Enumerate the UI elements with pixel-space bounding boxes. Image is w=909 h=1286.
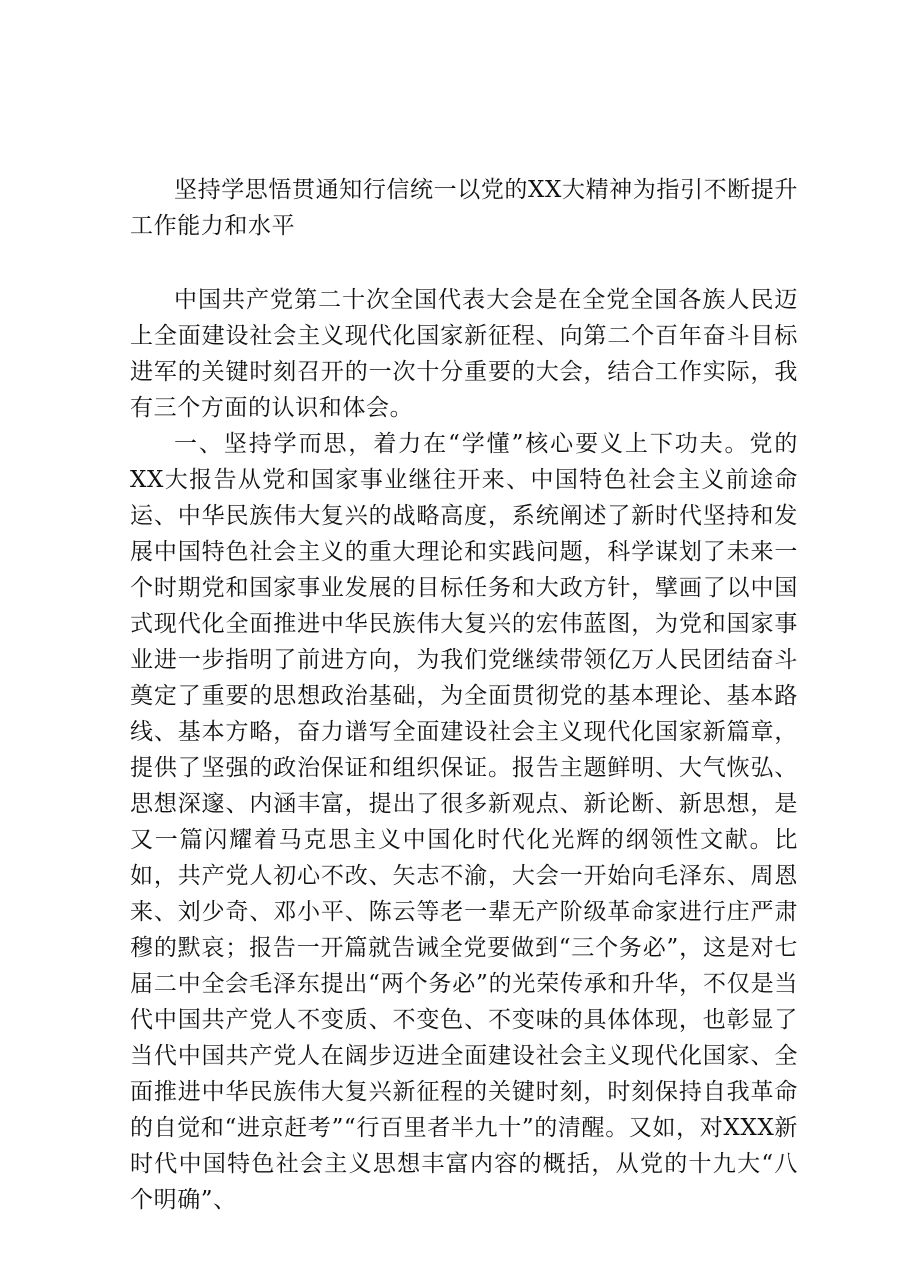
document-title: 坚持学思悟贯通知行信统一以党的XX大精神为指引不断提升工作能力和水平 bbox=[130, 177, 798, 239]
document-body bbox=[130, 172, 798, 1218]
section-one-paragraph: 一、坚持学而思，着力在“学懂”核心要义上下功夫。党的XX大报告从党和国家事业继往开来、中国特色社会主义前途命运、中华民族伟大复兴的战略高度，系统阐述了新时代坚持和发展中国特色社会主义的重大理论和实践问题，科学谋划了未来一个时期党和国家事业发展的目标任务和大政方针，擘画了以中国式现代化全面推进中华民族伟大复兴的宏伟蓝图，为党和国家事业进一步指明了前进方向，为我们党继续带领亿万人民团结奋斗奠定了重要的思想政治基础，为全面贯彻党的基本理论、基本路线、基本方略，奋力谱写全面建设社会主义现代化国家新篇章，提供了坚强的政治保证和组织保证。报告主题鲜明、大气恢弘、思想深邃、内涵丰富，提出了很多新观点、新论断、新思想，是又一篇闪耀着马克思主义中国化时代化光辉的纲领性文献。比如，共产党人初心不改、矢志不渝，大会一开始向毛泽东、周恩来、刘少奇、邓小平、陈云等老一辈无产阶级革命家进行庄严肃穆的默哀；报告一开篇就告诫全党要做到“三个务必”，这是对七届二中全会毛泽东提出“两个务必”的光荣传承和升华，不仅是当代中国共产党人不变质、不变色、不变味的具体体现，也彰显了当代中国共产党人在阔步迈进全面建设社会主义现代化国家、全面推进中华民族伟大复兴新征程的关键时刻，时刻保持自我革命的自觉和“进京赶考”“行百里者半九十”的清醒。又如，对XXX新时代中国特色社会主义思想丰富内容的概括，从党的十九大“八个明确”、 bbox=[130, 431, 798, 1213]
intro-paragraph: 中国共产党第二十次全国代表大会是在全党全国各族人民迈上全面建设社会主义现代化国家新征程、向第二个百年奋斗目标进军的关键时刻召开的一次十分重要的大会，结合工作实际，我有三个方面的认识和体会。 bbox=[130, 287, 798, 421]
